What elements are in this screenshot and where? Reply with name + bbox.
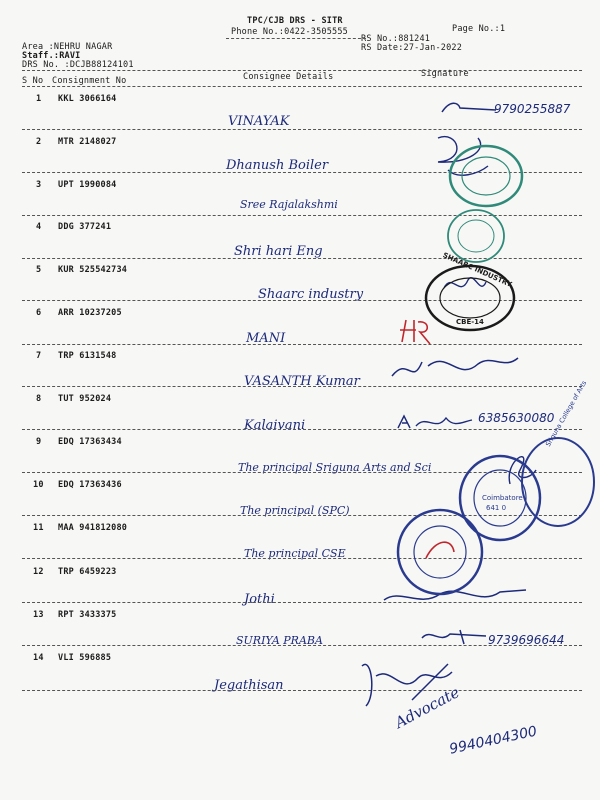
row-1-phone: 9790255887 [494, 102, 571, 116]
row-9-consignment: EDQ 17363434 [58, 437, 122, 447]
row-6-consignment: ARR 10237205 [58, 308, 122, 318]
row-14-sno: 14 [33, 653, 44, 663]
row-5-sno: 5 [36, 265, 42, 275]
signature-row-8 [396, 412, 476, 434]
row-12-consignee: Jothi [244, 592, 275, 607]
row-8-consignment: TUT 952024 [58, 394, 112, 404]
advocate-phone: 9940404300 [448, 723, 539, 758]
row-4-consignment: DDG 377241 [58, 222, 112, 232]
row-5-consignee: Shaarc industry [258, 287, 364, 302]
drs-number: DRS No. :DCJB88124101 [22, 60, 134, 70]
row-8-consignee: Kalaivani [244, 418, 306, 433]
row-12-sno: 12 [33, 567, 44, 577]
signature-row-14 [352, 656, 462, 716]
signature-row-1 [440, 98, 500, 118]
header-divider-bottom [22, 86, 582, 87]
row-2-consignee: Dhanush Boiler [226, 158, 329, 173]
row-7-consignee: VASANTH Kumar [244, 374, 360, 389]
row-6-divider [22, 344, 582, 345]
college-stamp-name: Sriguna College of Arts [544, 379, 589, 448]
aero-college-stamp [396, 508, 486, 596]
row-1-sno: 1 [36, 94, 42, 104]
row-4-consignee: Shri hari Eng [234, 244, 323, 259]
row-4-sno: 4 [36, 222, 42, 232]
column-consignment: Consignment No [52, 76, 127, 86]
shaarc-stamp-name: SHAARC INDUSTRY [441, 251, 513, 289]
row-10-consignment: EDQ 17363436 [58, 480, 122, 490]
row-13-consignee: SURIYA PRABA [236, 634, 323, 647]
row-2-sno: 2 [36, 137, 42, 147]
green-round-stamp [448, 144, 524, 208]
row-11-consignee: The principal CSE [244, 547, 346, 560]
row-8-phone: 6385630080 [478, 411, 555, 425]
row-13-divider [22, 645, 582, 646]
row-13-consignment: RPT 3433375 [58, 610, 117, 620]
row-2-consignment: MTR 2148027 [58, 137, 117, 147]
row-14-consignee: Jegathisan [214, 678, 284, 693]
area-label: Area :NEHRU NAGAR [22, 42, 113, 52]
row-1-divider [22, 129, 582, 130]
row-1-consignment: KKL 3066164 [58, 94, 117, 104]
row-11-consignment: MAA 941812080 [58, 523, 128, 533]
row-8-sno: 8 [36, 394, 42, 404]
advocate-note: Advocate [392, 683, 463, 732]
signature-row-7 [388, 346, 528, 386]
row-10-consignee: The principal (SPC) [240, 504, 350, 517]
row-9-sno: 9 [36, 437, 42, 447]
row-6-consignee: MANI [246, 331, 286, 346]
row-11-sno: 11 [33, 523, 44, 533]
row-13-sno: 13 [33, 610, 44, 620]
rs-date: RS Date:27-Jan-2022 [361, 43, 463, 53]
row-11-divider [22, 558, 582, 559]
row-6-sno: 6 [36, 308, 42, 318]
row-10-sno: 10 [33, 480, 44, 490]
row-7-divider [22, 386, 582, 387]
row-7-sno: 7 [36, 351, 42, 361]
column-consignee: Consignee Details [243, 72, 334, 82]
phone-number: Phone No.:0422-3505555 [231, 27, 348, 37]
row-8-divider [22, 429, 582, 430]
row-14-consignment: VLI 596885 [58, 653, 112, 663]
column-signature: Signature [421, 69, 469, 79]
row-1-consignee: VINAYAK [228, 114, 290, 129]
header-divider-top [22, 70, 582, 71]
row-14-divider [22, 690, 582, 691]
row-12-consignment: TRP 6459223 [58, 567, 117, 577]
row-7-consignment: TRP 6131548 [58, 351, 117, 361]
sheet-title: TPC/CJB DRS - SITR [247, 16, 343, 26]
title-divider [226, 38, 366, 39]
row-5-consignment: KUR 525542734 [58, 265, 128, 275]
rs-number: RS No.:881241 [361, 34, 431, 44]
shri-hari-stamp [446, 208, 506, 264]
row-9-consignee: The principal Sriguna Arts and Sci [238, 461, 432, 474]
polytechnic-stamp-pin: 641 0 [486, 504, 507, 512]
row-13-phone: 9739696644 [488, 633, 565, 647]
signature-row-13 [420, 626, 490, 646]
shaarc-stamp-sub: CBE-14 [456, 318, 484, 326]
staff-label: Staff.:RAVI [22, 51, 81, 61]
polytechnic-stamp-city: Coimbatore [482, 494, 523, 502]
row-3-consignment: UPT 1990084 [58, 180, 117, 190]
page-number: Page No.:1 [452, 24, 506, 34]
row-3-consignee: Sree Rajalakshmi [240, 198, 338, 211]
row-3-sno: 3 [36, 180, 42, 190]
column-sno: S No [22, 76, 44, 86]
